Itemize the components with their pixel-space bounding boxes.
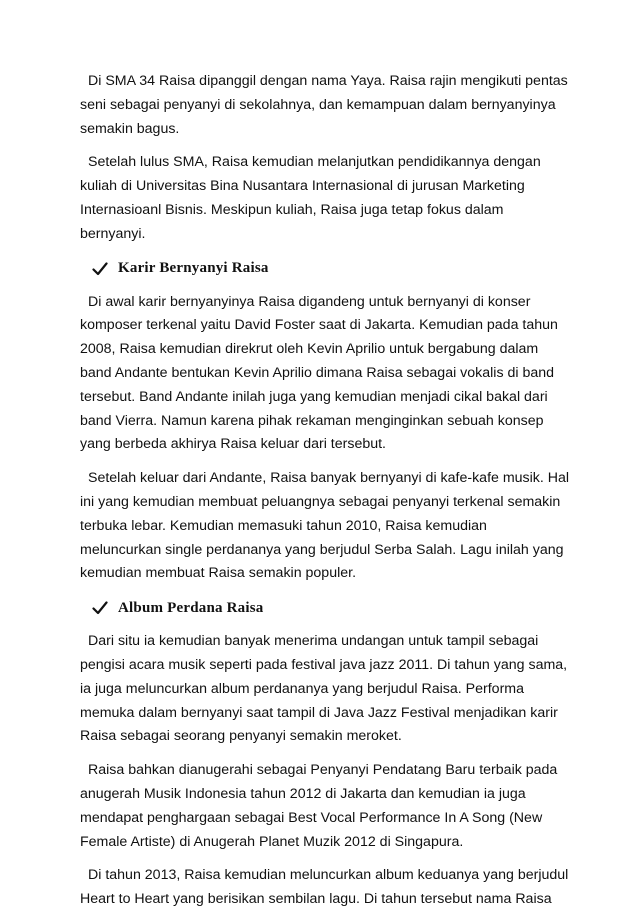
paragraph-andante: Setelah keluar dari Andante, Raisa banyak bernyanyi di kafe-kafe musik. Hal ini yang kemudian membuat peluangnya sebagai penyanyi terkenal semakin terbuka lebar. Kemudian memasuki tahun 2010, Raisa kemudian meluncurkan single perdananya yang berjudul Serba Salah. Lagu inilah yang kemudian membuat Raisa semakin populer. xyxy=(80,470,570,582)
paragraph-kuliah: Setelah lulus SMA, Raisa kemudian melanjutkan pendidikannya dengan kuliah di Universitas Bina Nusantara Internasional di jurusan Marketing Internasioanl Bisnis. Meskipun kuliah, Raisa juga tetap fokus dalam bernyanyi. xyxy=(80,154,541,242)
paragraph-java-jazz: Dari situ ia kemudian banyak menerima undangan untuk tampil sebagai pengisi acara musik seperti pada festival java jazz 2011. Di tahun yang sama, ia juga meluncurkan album perdananya yang berjudul Raisa. Performa memuka dalam bernyanyi saat tampil di Java Jazz Festival menjadikan karir Raisa sebagai seorang penyanyi semakin meroket. xyxy=(80,633,568,745)
heading-text-album: Album Perdana Raisa xyxy=(118,599,264,616)
section-heading-karir xyxy=(92,257,570,281)
check-mark-icon xyxy=(92,262,110,276)
heading-text-karir: Karir Bernyanyi Raisa xyxy=(118,260,269,277)
paragraph-album-kedua: Di tahun 2013, Raisa kemudian meluncurkan album keduanya yang berjudul Heart to Heart yang berisikan sembilan lagu. Di tahun tersebut nama Raisa xyxy=(80,867,569,908)
paragraph-karir-awal: Di awal karir bernyanyinya Raisa digandeng untuk bernyanyi di konser komposer terkenal yaitu David Foster saat di Jakarta. Kemudian pada tahun 2008, Raisa kemudian direkrut oleh Kevin Aprilio untuk bergabung dalam band Andante bentukan Kevin Aprilio dimana Raisa sebagai vokalis di band tersebut. Band Andante inilah juga yang kemudian menjadi cikal bakal dari band Vierra. Namun karena pihak rekaman menginginkan sebuah konsep yang berbeda akhirya Raisa keluar dari tersebut. xyxy=(80,293,558,453)
document-page xyxy=(80,70,570,922)
check-mark-icon xyxy=(92,601,110,615)
paragraph-penghargaan: Raisa bahkan dianugerahi sebagai Penyanyi Pendatang Baru terbaik pada anugerah Musik Indonesia tahun 2012 di Jakarta dan kemudian ia juga mendapat penghargaan sebagai Best Vocal Performance In A Song (New Female Artiste) di Anugerah Planet Muzik 2012 di Singapura. xyxy=(80,762,558,850)
section-heading-album xyxy=(92,596,570,620)
paragraph-sma: Di SMA 34 Raisa dipanggil dengan nama Yaya. Raisa rajin mengikuti pentas seni sebagai penyanyi di sekolahnya, dan kemampuan dalam bernyanyinya semakin bagus. xyxy=(80,73,568,137)
